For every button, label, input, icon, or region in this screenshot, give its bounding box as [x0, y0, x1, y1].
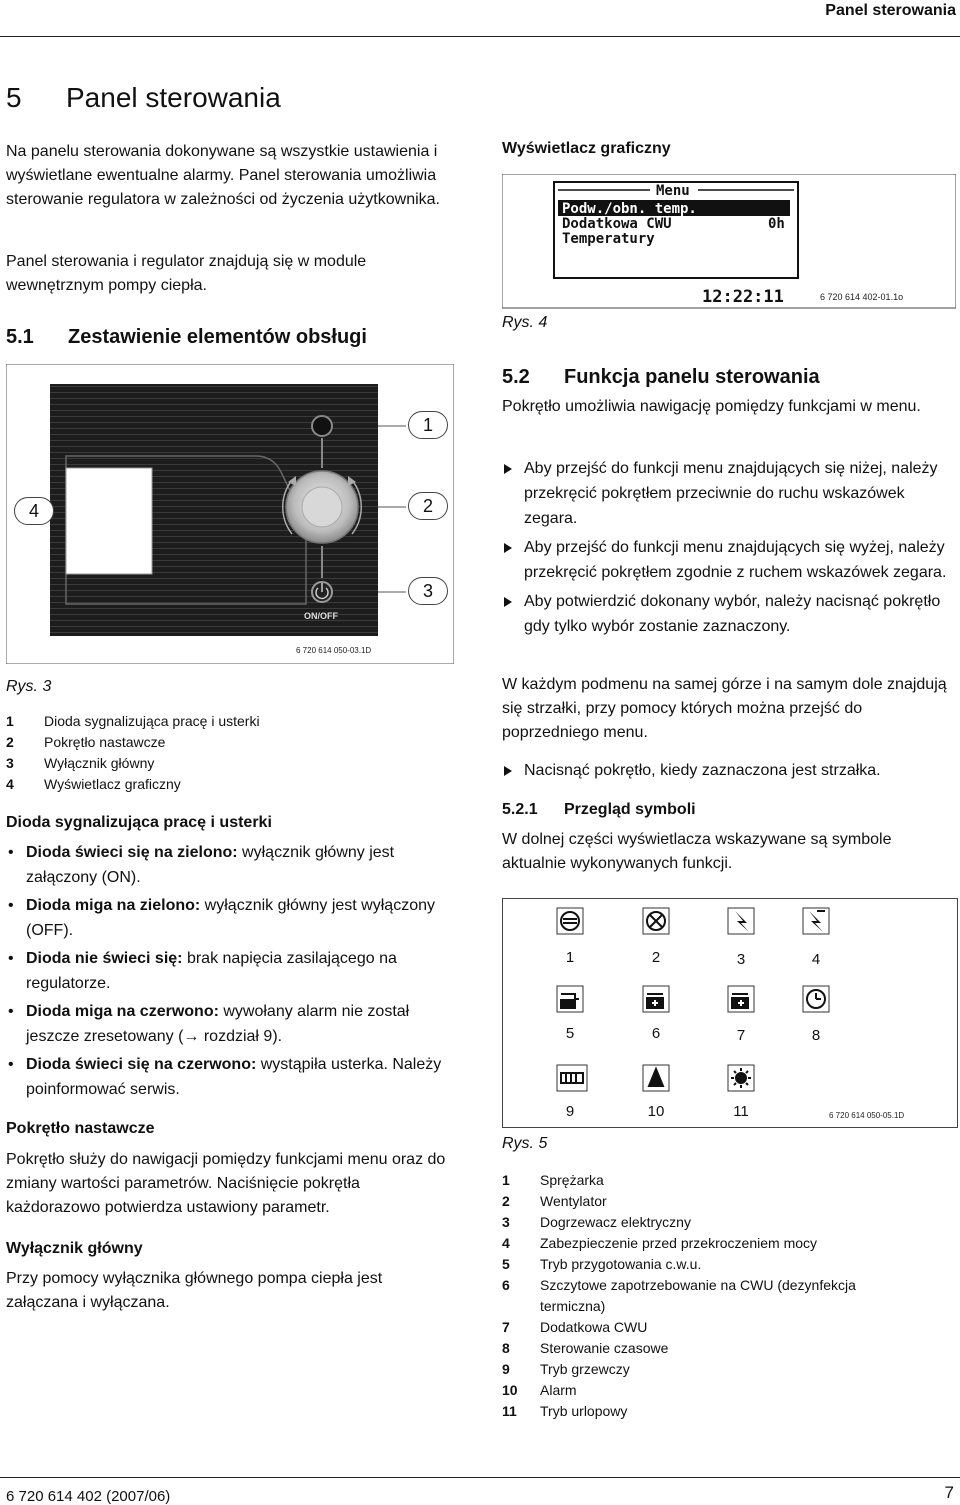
list-item: [6, 946, 456, 996]
legend-number: 4: [502, 1235, 510, 1251]
item-text: wystąpiła usterka. Należy poinformować serwis.: [26, 1056, 442, 1098]
section-title: Zestawienie elementów obsługi: [68, 326, 367, 348]
legend-row: [6, 711, 446, 732]
list-item: Nacisnąć pokrętło, kiedy zaznaczona jest strzałka.: [502, 758, 956, 783]
legend-text: Tryb przygotowania c.w.u.: [540, 1256, 702, 1272]
symbol-number: 3: [736, 951, 746, 968]
legend-row: [502, 1401, 912, 1422]
section-5-2-intro: Pokrętło umożliwia nawigację pomiędzy funkcjami w menu.: [502, 398, 921, 415]
lcd-menu-title: Menu: [656, 183, 690, 199]
list-item: [6, 1052, 456, 1102]
figure-code: 6 720 614 050-05.1D: [829, 1111, 905, 1120]
list-item: [6, 840, 456, 890]
legend-text: Dogrzewacz elektryczny: [540, 1214, 691, 1230]
legend-number: 7: [502, 1319, 510, 1335]
symbol-number: 4: [811, 951, 821, 968]
lcd-menu-item: Podw./obn. temp.: [562, 201, 697, 217]
list-item: [6, 893, 456, 943]
legend-number: 3: [502, 1214, 510, 1230]
symbol-number: 11: [733, 1103, 749, 1120]
legend-row: [502, 1212, 912, 1233]
module-paragraph: Panel sterowania i regulator znajdują się w module wewnętrznym pompy ciepła.: [6, 253, 367, 294]
legend-row: [502, 1338, 912, 1359]
legend-text: Wyłącznik główny: [44, 755, 155, 771]
section-number: 5.1: [6, 326, 34, 348]
symbol-number: 6: [651, 1025, 661, 1042]
heating-mode-icon: [557, 1065, 587, 1091]
hot-water-icon: [557, 986, 583, 1012]
legend-row: [6, 774, 446, 795]
legend-number: 9: [502, 1361, 510, 1377]
legend-row: [502, 1233, 912, 1254]
led-subheading: Dioda sygnalizująca pracę i usterki: [6, 814, 272, 831]
symbol-number: 8: [811, 1027, 821, 1044]
legend-number: 1: [502, 1172, 510, 1188]
holiday-sun-icon: [728, 1065, 754, 1091]
legend-row: [6, 732, 446, 753]
section-number: 5: [6, 82, 22, 113]
symbols-drawing: [503, 899, 957, 1127]
graphic-display-figure: [502, 174, 956, 310]
legend-text: Wentylator: [540, 1193, 607, 1209]
legend-number: 6: [502, 1277, 510, 1293]
symbols-paragraph: W dolnej części wyświetlacza wskazywane są symbole aktualnie wykonywanych funkcji.: [502, 831, 892, 872]
legend-text: Dodatkowa CWU: [540, 1319, 648, 1335]
on-off-label: ON/OFF: [304, 611, 338, 621]
lcd-menu-value: 0h: [768, 216, 785, 232]
legend-row: [502, 1359, 912, 1380]
legend-text: Dioda sygnalizująca pracę i usterki: [44, 713, 260, 729]
item-text: wywołany alarm nie został jeszcze zresetowany (: [26, 1003, 410, 1045]
legend-number: 11: [502, 1403, 517, 1419]
legend-number: 3: [6, 755, 14, 771]
item-text: brak napięcia zasilającego na regulatorze.: [26, 950, 397, 992]
legend-text: Tryb grzewczy: [540, 1361, 630, 1377]
item-text: rozdział 9).: [199, 1028, 283, 1045]
callout-1: 1: [408, 411, 448, 439]
arrow-icon: →: [183, 1028, 200, 1045]
alarm-bell-icon: [643, 1065, 669, 1091]
section-number: 5.2: [502, 366, 530, 388]
legend-text: Alarm: [540, 1382, 577, 1398]
legend-text: Wyświetlacz graficzny: [44, 776, 181, 792]
knob-subheading: Pokrętło nastawcze: [6, 1120, 155, 1137]
item-text: wyłącznik główny jest załączony (ON).: [26, 844, 395, 886]
legend-number: 8: [502, 1340, 510, 1356]
display-window: [66, 468, 152, 574]
timer-clock-icon: [803, 986, 829, 1012]
section-5-1-heading: [6, 326, 367, 349]
callout-3: 3: [408, 577, 448, 605]
control-panel-drawing: [6, 364, 454, 664]
running-header: Panel sterowania: [825, 2, 956, 19]
item-term: Dioda świeci się na zielono:: [26, 844, 238, 861]
callout-4: 4: [14, 497, 54, 525]
section-5-heading: [6, 82, 281, 114]
knob-paragraph: Pokrętło służy do nawigacji pomiędzy funkcjami menu oraz do zmiany wartości parametrów. Naciśnięcie pokrętła każdorazowo potwierdza ustawiony parametr.: [6, 1151, 446, 1216]
list-item: Aby przejść do funkcji menu znajdujących się wyżej, należy przekręcić pokrętłem zgodnie z ruchem wskazówek zegara.: [502, 535, 956, 585]
callout-2: 2: [408, 492, 448, 520]
symbol-number: 10: [647, 1103, 665, 1120]
symbols-figure: [502, 898, 958, 1128]
item-term: Dioda świeci się na czerwono:: [26, 1056, 257, 1073]
figure-5-legend: [502, 1170, 912, 1422]
control-panel-figure: [6, 364, 454, 664]
submenu-paragraph: W każdym podmenu na samej górze i na samym dole znajdują się strzałki, przy pomocy których można przejść do poprzedniego menu.: [502, 676, 947, 741]
legend-row: [502, 1191, 912, 1212]
status-led: [312, 416, 332, 436]
figure-3-legend: [6, 711, 446, 795]
figure-5-caption: Rys. 5: [502, 1135, 548, 1152]
figure-code: 6 720 614 402-01.1o: [820, 292, 904, 302]
electric-heater-icon: [728, 908, 754, 934]
led-states-list: [6, 840, 456, 1105]
footer-rule: [0, 1477, 960, 1478]
legend-number: 5: [502, 1256, 510, 1272]
lcd-menu-item: Temperatury: [562, 231, 655, 247]
compressor-icon: [557, 908, 583, 934]
legend-row: [502, 1380, 912, 1401]
section-5-2-heading: [502, 366, 820, 389]
list-item: Aby przejść do funkcji menu znajdujących się niżej, należy przekręcić pokrętłem przeciwnie do ruchu wskazówek zegara.: [502, 456, 956, 531]
peak-hot-water-icon: [643, 986, 669, 1012]
switch-paragraph: Przy pomocy wyłącznika głównego pompa ciepła jest załączana i wyłączana.: [6, 1270, 383, 1311]
legend-text: Sterowanie czasowe: [540, 1340, 669, 1356]
list-item: Aby potwierdzić dokonany wybór, należy nacisnąć pokrętło gdy tylko wybór zostanie zaznaczony.: [502, 589, 956, 639]
lcd-menu-item: Dodatkowa CWU: [562, 216, 672, 232]
symbol-number: 2: [651, 949, 661, 966]
header-rule: [0, 36, 960, 37]
legend-row: [502, 1254, 912, 1275]
legend-number: 10: [502, 1382, 518, 1398]
legend-number: 1: [6, 713, 14, 729]
intro-paragraph: Na panelu sterowania dokonywane są wszystkie ustawienia i wyświetlane ewentualne alarmy. Panel sterowania umożliwia sterowanie regulatora w zależności od życzenia użytkownika.: [6, 143, 440, 208]
symbol-number: 9: [565, 1103, 575, 1120]
legend-text: Sprężarka: [540, 1172, 604, 1188]
navigation-steps: [502, 456, 956, 643]
graphic-display-drawing: [502, 174, 956, 310]
arrow-step: [502, 758, 956, 787]
legend-row: [6, 753, 446, 774]
lcd-clock: 12:22:11: [702, 287, 784, 307]
switch-subheading: Wyłącznik główny: [6, 1240, 143, 1257]
item-term: Dioda miga na zielono:: [26, 897, 201, 914]
fan-icon: [643, 908, 669, 934]
symbol-number: 7: [736, 1027, 746, 1044]
legend-text: Szczytowe zapotrzebowanie na CWU (dezynfekcja termiczna): [540, 1277, 856, 1314]
legend-row: [502, 1275, 912, 1317]
legend-text: Zabezpieczenie przed przekroczeniem mocy: [540, 1235, 818, 1251]
page-number: 7: [944, 1483, 954, 1502]
legend-number: 2: [6, 734, 14, 750]
section-title: Panel sterowania: [66, 82, 281, 113]
figure-code: 6 720 614 050-03.1D: [296, 646, 372, 655]
legend-text: Tryb urlopowy: [540, 1403, 628, 1419]
extra-hot-water-icon: [728, 986, 754, 1012]
symbol-number: 1: [565, 949, 575, 966]
footer-doc-number: 6 720 614 402 (2007/06): [6, 1488, 171, 1505]
overload-protection-icon: [803, 908, 829, 934]
section-title: Funkcja panelu sterowania: [564, 366, 820, 388]
legend-number: 4: [6, 776, 14, 792]
list-item: [6, 999, 456, 1049]
legend-row: [502, 1170, 912, 1191]
figure-4-caption: Rys. 4: [502, 314, 548, 331]
section-number: 5.2.1: [502, 801, 538, 818]
legend-text: Pokrętło nastawcze: [44, 734, 166, 750]
item-term: Dioda miga na czerwono:: [26, 1003, 219, 1020]
symbol-number: 5: [565, 1025, 575, 1042]
figure-3-caption: Rys. 3: [6, 678, 52, 695]
section-title: Przegląd symboli: [564, 801, 696, 818]
legend-number: 2: [502, 1193, 510, 1209]
item-term: Dioda nie świeci się:: [26, 950, 183, 967]
section-5-2-1-heading: [502, 801, 696, 819]
legend-row: [502, 1317, 912, 1338]
display-subheading: Wyświetlacz graficzny: [502, 140, 671, 157]
item-text: wyłącznik główny jest wyłączony (OFF).: [26, 897, 435, 939]
